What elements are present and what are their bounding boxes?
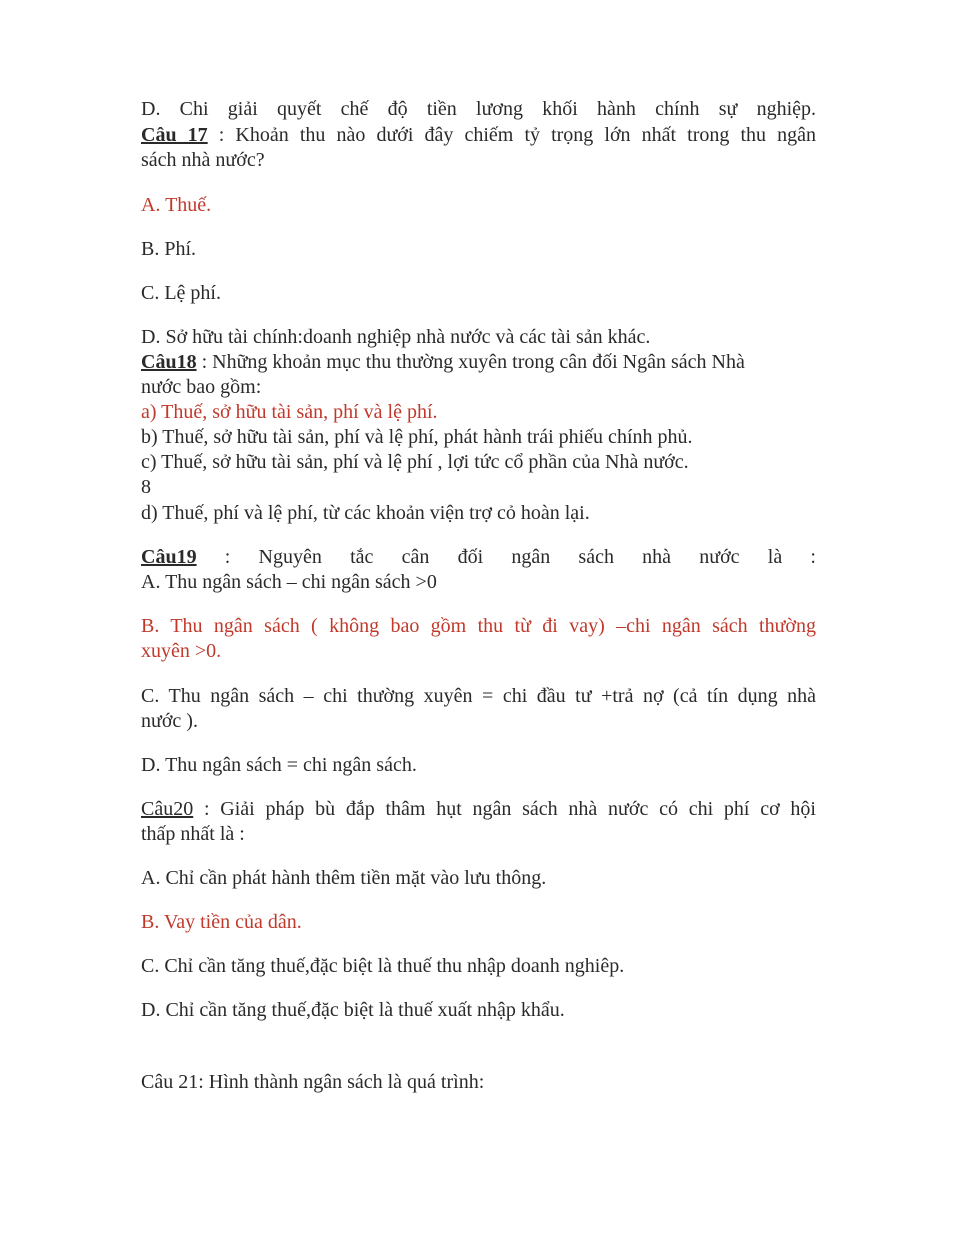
q19-word: : [810,546,816,568]
q16-option-d: D. Chi giải quyết chế độ tiền lương khối hành chính sự nghiệp. [141,98,816,120]
q18-question-text: : Những khoản mục thu thường xuyên trong cân đối Ngân sách Nhà [196,351,745,373]
q17-question-text: : Khoản thu nào dưới đây chiếm tỷ trọng lớn nhất trong thu ngân [207,124,816,146]
q19-word: nhà [642,546,672,568]
q19-option-a: A. Thu ngân sách – chi ngân sách >0 [141,571,437,593]
q17-option-a: A. Thuế. [141,194,212,216]
q19-label: Câu19 [141,546,197,568]
q17-option-c: C. Lệ phí. [141,282,221,304]
q18-option-a: a) Thuế, sở hữu tài sản, phí và lệ phí. [141,401,438,423]
q18-option-b: b) Thuế, sở hữu tài sản, phí và lệ phí, phát hành trái phiếu chính phủ. [141,426,693,448]
q19-word: đối [457,546,484,568]
q19-question [141,545,816,570]
q18-question-cont: nước bao gồm: [141,376,262,398]
q18-label: Câu18 [141,351,197,373]
q17-question-cont: sách nhà nước? [141,149,265,171]
q19-option-b-cont: xuyên >0. [141,640,222,662]
q19-option-b: B. Thu ngân sách ( không bao gồm thu từ đi vay) –chi ngân sách thường [141,615,816,637]
q19-word: Nguyên [258,546,322,568]
q20-question-text: : Giải pháp bù đắp thâm hụt ngân sách nhà nước có chi phí cơ hội [193,798,816,820]
q21-question: Câu 21: Hình thành ngân sách là quá trình: [141,1071,485,1093]
q20-option-d: D. Chỉ cần tăng thuế,đặc biệt là thuế xuất nhập khẩu. [141,999,565,1021]
q19-option-d: D. Thu ngân sách = chi ngân sách. [141,754,417,776]
q19-word: là [767,546,783,568]
q19-option-c: C. Thu ngân sách – chi thường xuyên = chi đầu tư +trả nợ (cả tín dụng nhà [141,685,816,707]
q18-question [141,350,816,375]
q19-word: cân [401,546,430,568]
q19-word: tắc [350,546,374,568]
q20-option-a: A. Chỉ cần phát hành thêm tiền mặt vào lưu thông. [141,867,547,889]
q19-word: ngân [511,546,551,568]
q18-option-d: d) Thuế, phí và lệ phí, từ các khoản viện trợ cỏ hoàn lại. [141,502,590,524]
q19-word: : [224,546,231,568]
q20-label: Câu20 [141,798,194,820]
q17-question [141,123,816,148]
q18-option-c: c) Thuế, sở hữu tài sản, phí và lệ phí , lợi tức cổ phần của Nhà nước. [141,451,689,473]
q20-option-c: C. Chỉ cần tăng thuế,đặc biệt là thuế thu nhập doanh nghiêp. [141,955,625,977]
page-number: 8 [141,476,151,498]
q19-word: sách [578,546,614,568]
q19-word: nước [699,546,740,568]
q20-question [141,797,816,822]
q17-label: Câu 17 [141,124,208,146]
q17-option-b: B. Phí. [141,238,197,260]
q19-option-c-cont: nước ). [141,710,198,732]
q17-option-d: D. Sở hữu tài chính:doanh nghiệp nhà nước và các tài sản khác. [141,326,651,348]
q20-option-b: B. Vay tiền của dân. [141,911,302,933]
q20-question-cont: thấp nhất là : [141,823,245,845]
